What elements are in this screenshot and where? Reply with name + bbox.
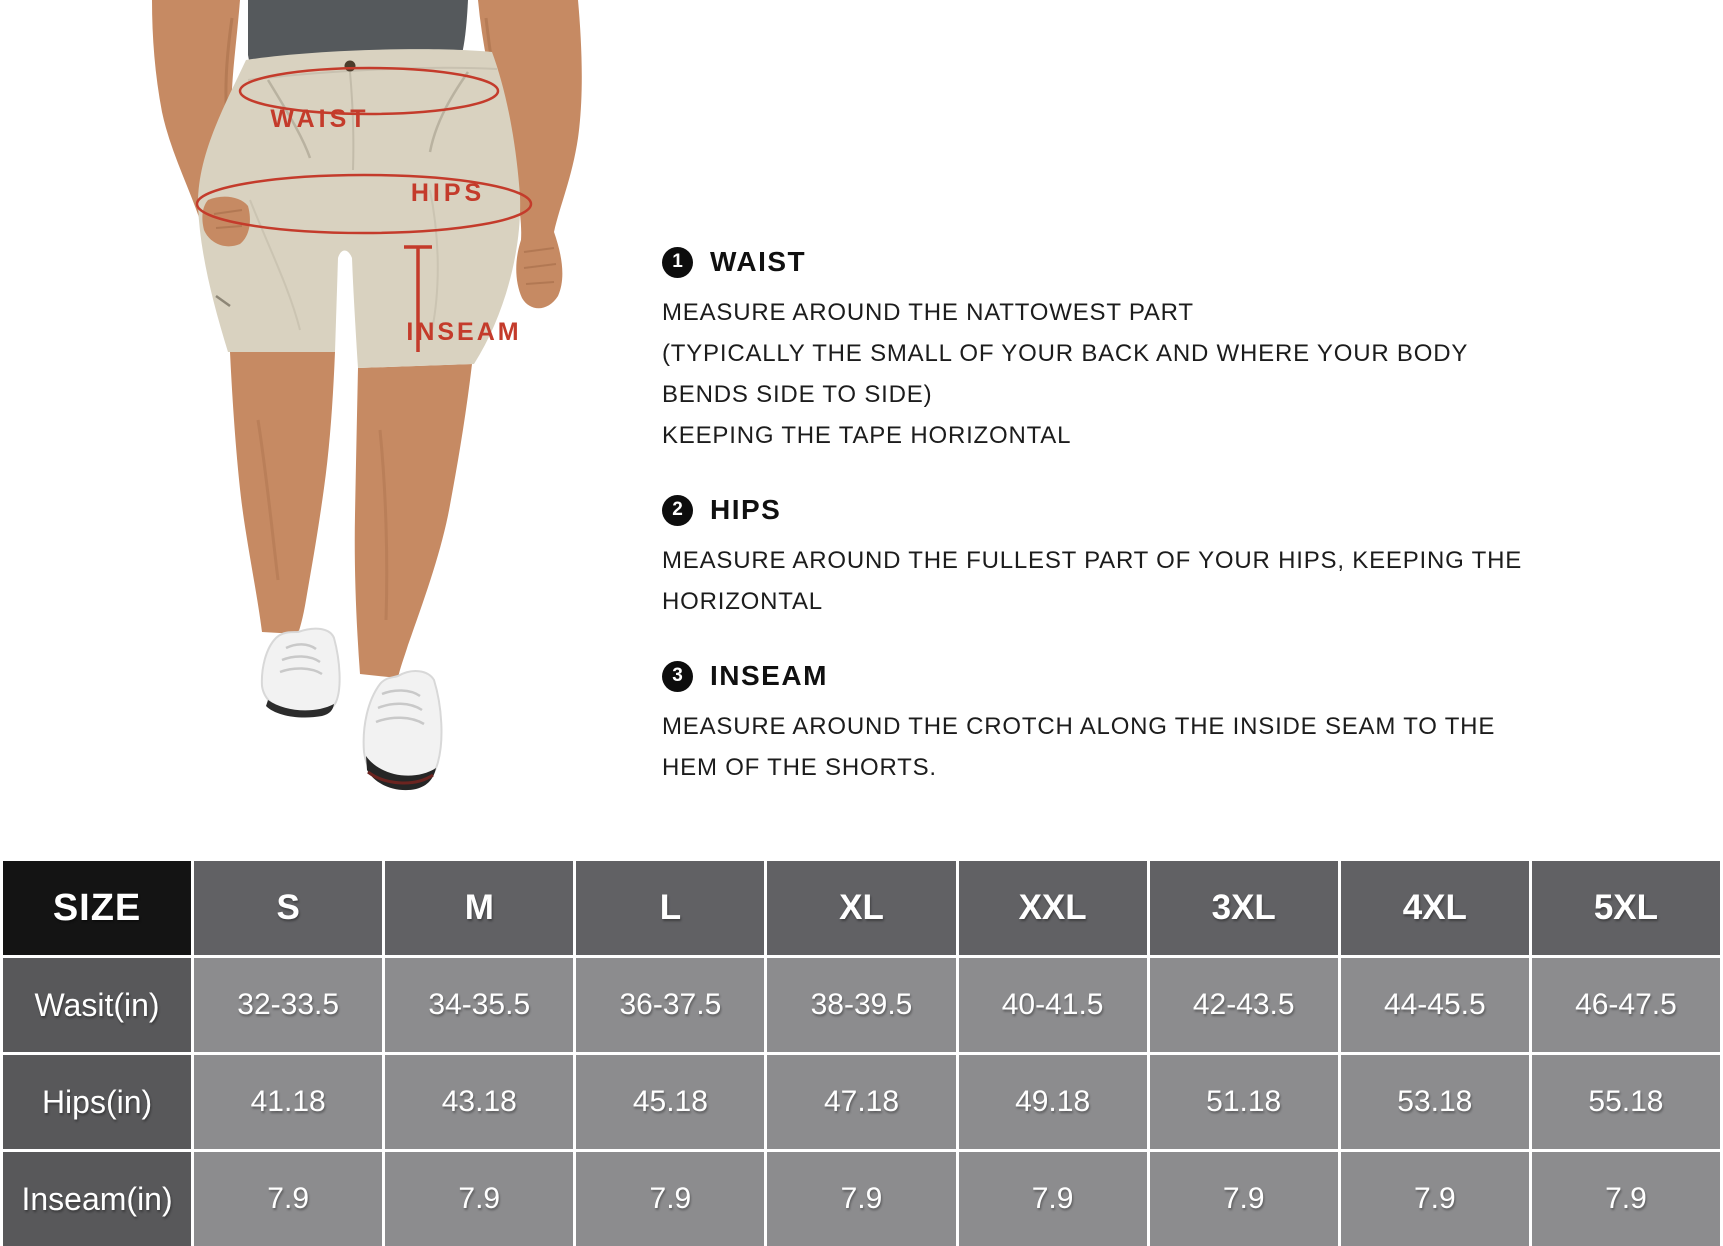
instruction-section-waist [662, 246, 1482, 456]
table-cell: 38-39.5 [767, 958, 955, 1052]
table-cell: 51.18 [1150, 1055, 1338, 1149]
waist-label: WAIST [270, 105, 370, 133]
step-3-badge: 3 [662, 661, 693, 692]
step-1-badge: 1 [662, 247, 693, 278]
instruction-line: BENDS SIDE TO SIDE) [662, 381, 933, 408]
instruction-line: MEASURE AROUND THE FULLEST PART OF YOUR HIPS, KEEPING THE [662, 547, 1523, 574]
table-cell: 46-47.5 [1532, 958, 1720, 1052]
instruction-section-hips [662, 494, 1523, 622]
table-header-5xl: 5XL [1532, 861, 1720, 955]
table-cell: 44-45.5 [1341, 958, 1529, 1052]
table-cell: 53.18 [1341, 1055, 1529, 1149]
table-cell: 7.9 [194, 1152, 382, 1246]
table-cell: 40-41.5 [959, 958, 1147, 1052]
table-header-3xl: 3XL [1150, 861, 1338, 955]
table-cell: 47.18 [767, 1055, 955, 1149]
measurement-instructions [662, 246, 1523, 826]
section-heading [662, 494, 1482, 526]
step-2-badge: 2 [662, 495, 693, 526]
right-sneaker [364, 671, 442, 790]
section-heading [662, 246, 1482, 278]
left-sneaker [262, 629, 340, 718]
row-label-hips: Hips(in) [3, 1055, 191, 1149]
legs [230, 352, 472, 678]
table-cell: 55.18 [1532, 1055, 1720, 1149]
table-header-size: SIZE [3, 861, 191, 955]
table-header-s: S [194, 861, 382, 955]
instruction-section-inseam [662, 660, 1496, 788]
instruction-line: MEASURE AROUND THE CROTCH ALONG THE INSIDE SEAM TO THE [662, 713, 1496, 740]
instruction-line: KEEPING THE TAPE HORIZONTAL [662, 422, 1072, 449]
shorts-button [345, 61, 356, 72]
table-cell: 32-33.5 [194, 958, 382, 1052]
row-label-inseam: Inseam(in) [3, 1152, 191, 1246]
table-cell: 7.9 [1532, 1152, 1720, 1246]
table-cell: 42-43.5 [1150, 958, 1338, 1052]
table-cell: 7.9 [959, 1152, 1147, 1246]
table-cell: 34-35.5 [385, 958, 573, 1052]
section-title: WAIST [710, 246, 807, 277]
table-header-xl: XL [767, 861, 955, 955]
table-cell: 41.18 [194, 1055, 382, 1149]
section-heading [662, 660, 1482, 692]
row-label-waist: Wasit(in) [3, 958, 191, 1052]
section-title: HIPS [710, 494, 782, 525]
table-cell: 45.18 [576, 1055, 764, 1149]
table-cell: 7.9 [767, 1152, 955, 1246]
instruction-line: MEASURE AROUND THE NATTOWEST PART [662, 299, 1194, 326]
table-cell: 49.18 [959, 1055, 1147, 1149]
section-title: INSEAM [710, 660, 828, 691]
table-cell: 7.9 [1341, 1152, 1529, 1246]
table-cell: 36-37.5 [576, 958, 764, 1052]
size-chart-table [0, 858, 1723, 1246]
table-header-xxl: XXL [959, 861, 1147, 955]
table-header-4xl: 4XL [1341, 861, 1529, 955]
table-cell: 7.9 [1150, 1152, 1338, 1246]
model-illustration [0, 0, 660, 810]
table-header-m: M [385, 861, 573, 955]
table-cell: 7.9 [576, 1152, 764, 1246]
model-photo [0, 0, 660, 810]
table-header-l: L [576, 861, 764, 955]
instruction-line: (TYPICALLY THE SMALL OF YOUR BACK AND WHERE YOUR BODY [662, 340, 1469, 367]
hips-label: HIPS [410, 179, 486, 207]
table-cell: 7.9 [385, 1152, 573, 1246]
table-cell: 43.18 [385, 1055, 573, 1149]
instruction-line: HEM OF THE SHORTS. [662, 754, 937, 781]
inseam-label: INSEAM [406, 318, 522, 346]
instruction-line: HORIZONTAL [662, 588, 823, 615]
